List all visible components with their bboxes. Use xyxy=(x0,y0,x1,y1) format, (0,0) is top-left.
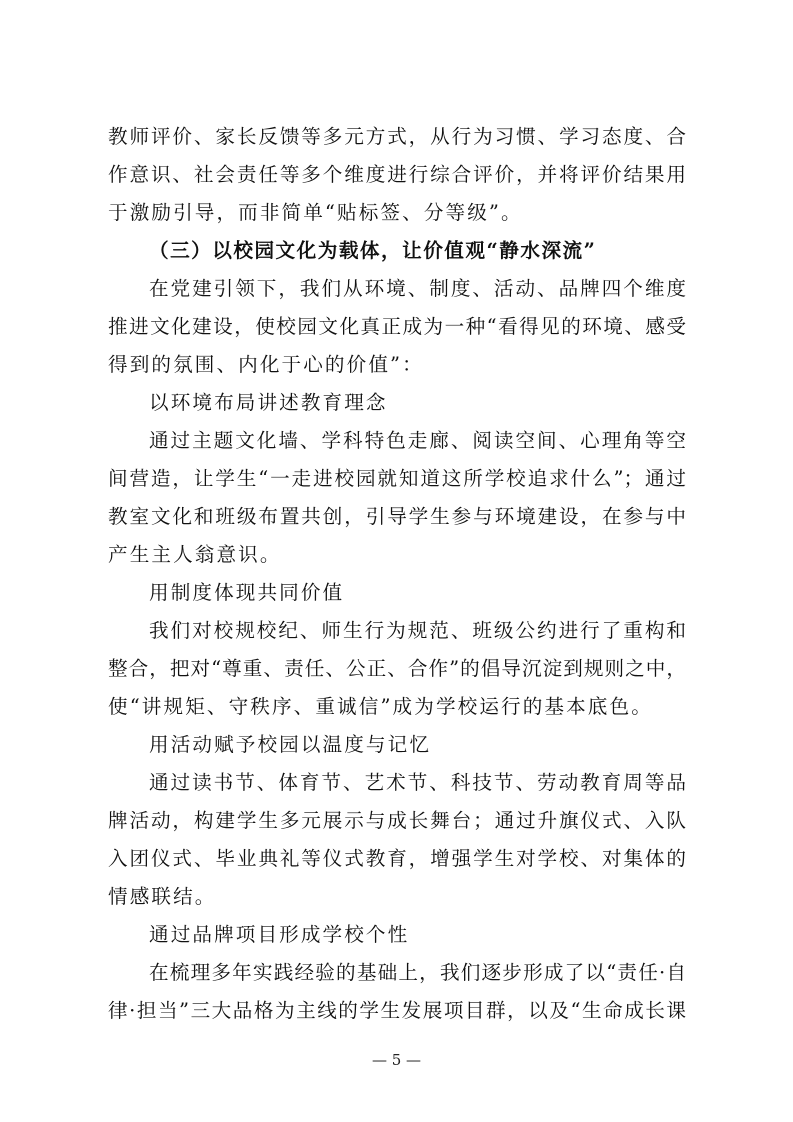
text-line: 通过读书节、体育节、艺术节、科技节、劳动教育周等品 xyxy=(149,771,686,794)
text-line: 于激励引导，而非简单“贴标签、分等级”。 xyxy=(108,201,523,224)
text-line: 通过主题文化墙、学科特色走廊、阅读空间、心理角等空 xyxy=(149,429,686,452)
text-line: 在党建引领下，我们从环境、制度、活动、品牌四个维度 xyxy=(149,277,686,300)
text-line: 我们对校规校纪、师生行为规范、班级公约进行了重构和 xyxy=(149,619,686,642)
subheading: 用活动赋予校园以温度与记忆 xyxy=(149,733,432,756)
text-line: 产生主人翁意识。 xyxy=(108,543,282,566)
text-line: 教室文化和班级布置共创，引导学生参与环境建设，在参与中 xyxy=(108,505,686,528)
section-heading: （三）以校园文化为载体，让价值观“静水深流” xyxy=(149,239,597,262)
text-line: 入团仪式、毕业典礼等仪式教育，增强学生对学校、对集体的 xyxy=(108,847,686,870)
text-line: 得到的氛围、内化于心的价值”： xyxy=(108,353,424,376)
document-body xyxy=(108,118,686,1030)
text-line: 在梳理多年实践经验的基础上，我们逐步形成了以“责任·自 xyxy=(149,961,686,984)
subheading: 通过品牌项目形成学校个性 xyxy=(149,923,410,946)
text-line: 律·担当”三大品格为主线的学生发展项目群，以及“生命成长课 xyxy=(108,999,686,1022)
text-line: 教师评价、家长反馈等多元方式，从行为习惯、学习态度、合 xyxy=(108,125,686,148)
subheading: 用制度体现共同价值 xyxy=(149,581,345,604)
text-line: 使“讲规矩、守秩序、重诚信”成为学校运行的基本底色。 xyxy=(108,695,653,718)
text-line: 作意识、社会责任等多个维度进行综合评价，并将评价结果用 xyxy=(108,163,686,186)
text-line: 整合，把对“尊重、责任、公正、合作”的倡导沉淀到规则之中， xyxy=(108,657,686,680)
text-line: 推进文化建设，使校园文化真正成为一种“看得见的环境、感受 xyxy=(108,315,686,338)
text-line: 牌活动，构建学生多元展示与成长舞台；通过升旗仪式、入队 xyxy=(108,809,686,832)
text-line: 间营造，让学生“一走进校园就知道这所学校追求什么”；通过 xyxy=(108,467,686,490)
text-line: 情感联结。 xyxy=(108,885,217,908)
subheading: 以环境布局讲述教育理念 xyxy=(149,391,388,414)
page-number: — 5 — xyxy=(371,1051,422,1069)
